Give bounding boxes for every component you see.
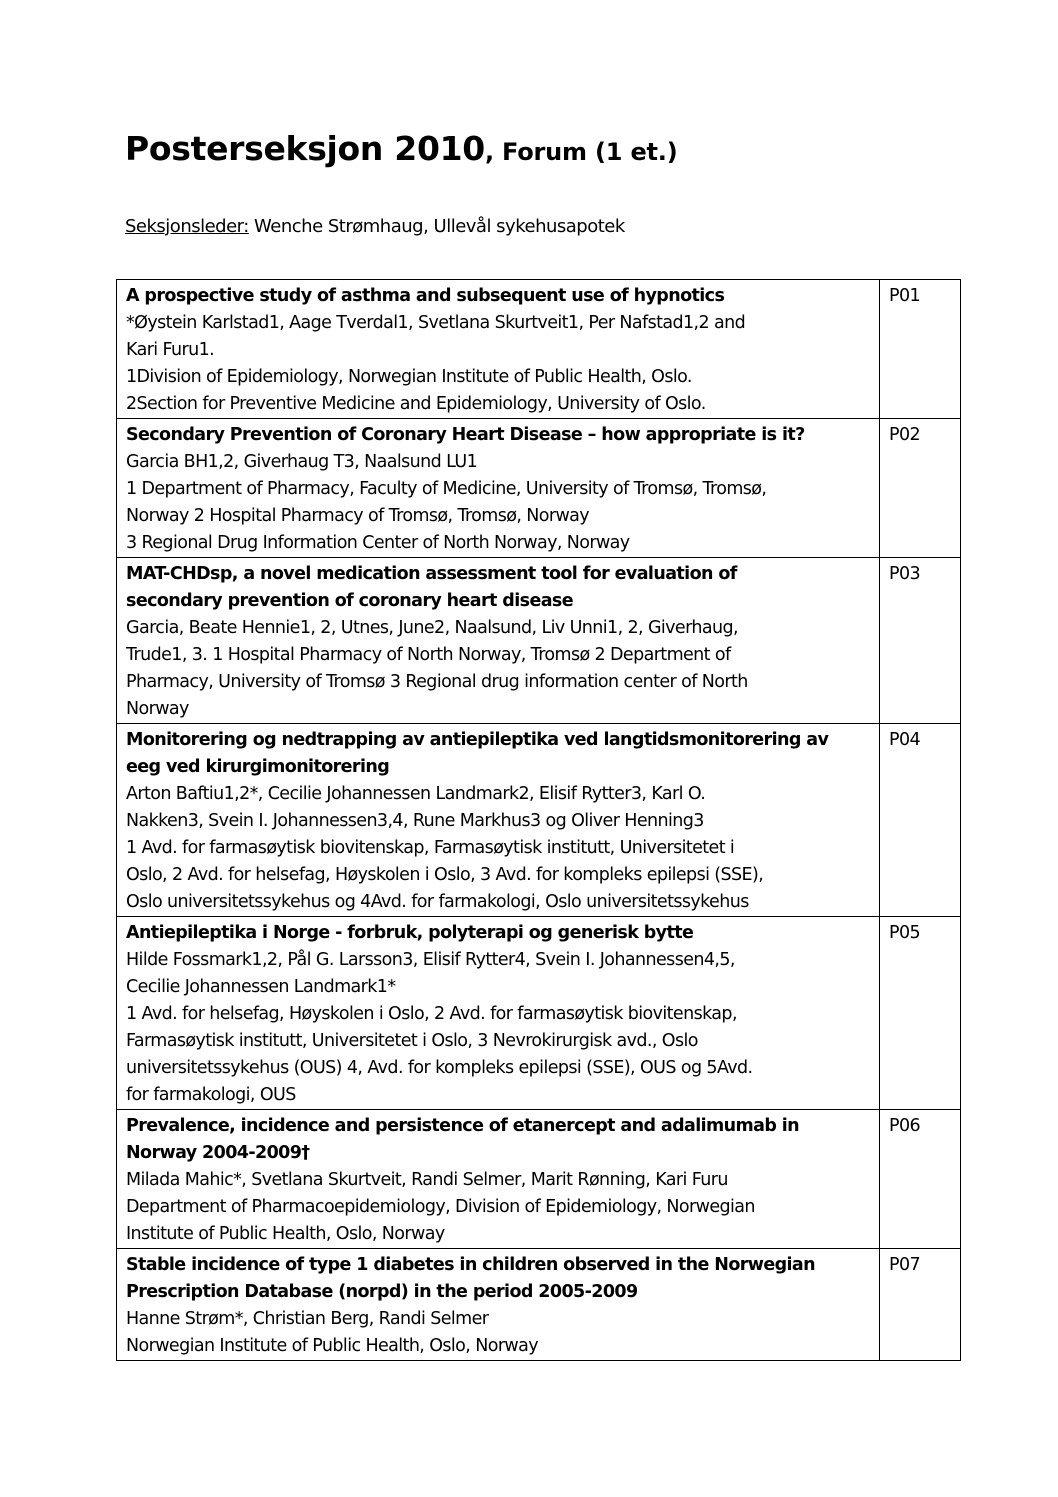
page-title	[125, 129, 678, 168]
poster-title-line: A prospective study of asthma and subsequent use of hypnotics	[126, 286, 725, 306]
poster-row	[117, 1110, 961, 1249]
poster-code: P06	[880, 1110, 961, 1249]
poster-body-line: Garcia BH1,2, Giverhaug T3, Naalsund LU1	[126, 452, 478, 472]
poster-table	[116, 279, 961, 1361]
poster-code: P02	[880, 419, 961, 558]
poster-body-line: universitetssykehus (OUS) 4, Avd. for kompleks epilepsi (SSE), OUS og 5Avd.	[126, 1058, 753, 1078]
poster-body-line: Arton Baftiu1,2*, Cecilie Johannessen Landmark2, Elisif Rytter3, Karl O.	[126, 784, 706, 804]
poster-body-line: *Øystein Karlstad1, Aage Tverdal1, Svetlana Skurtveit1, Per Nafstad1,2 and	[126, 313, 746, 333]
poster-title-line: Monitorering og nedtrapping av antiepileptika ved langtidsmonitorering av	[126, 730, 829, 750]
poster-body-line: Oslo, 2 Avd. for helsefag, Høyskolen i Oslo, 3 Avd. for kompleks epilepsi (SSE),	[126, 865, 764, 885]
poster-body-line: Cecilie Johannessen Landmark1*	[126, 977, 396, 997]
poster-body-line: Norway	[126, 699, 189, 719]
poster-body-line: Institute of Public Health, Oslo, Norway	[126, 1224, 445, 1244]
poster-title-line: Norway 2004-2009†	[126, 1143, 310, 1163]
poster-body-line: Farmasøytisk institutt, Universitetet i Oslo, 3 Nevrokirurgisk avd., Oslo	[126, 1031, 698, 1051]
poster-body-line: Trude1, 3. 1 Hospital Pharmacy of North Norway, Tromsø 2 Department of	[126, 645, 731, 665]
poster-body-line: Pharmacy, University of Tromsø 3 Regional drug information center of North	[126, 672, 748, 692]
poster-body-line: 1Division of Epidemiology, Norwegian Institute of Public Health, Oslo.	[126, 367, 692, 387]
poster-body-line: Hilde Fossmark1,2, Pål G. Larsson3, Elisif Rytter4, Svein I. Johannessen4,5,	[126, 950, 735, 970]
poster-body-line: Garcia, Beate Hennie1, 2, Utnes, June2, Naalsund, Liv Unni1, 2, Giverhaug,	[126, 618, 738, 638]
poster-body-line: 3 Regional Drug Information Center of North Norway, Norway	[126, 533, 630, 553]
poster-code: P03	[880, 558, 961, 724]
poster-body-line: Milada Mahic*, Svetlana Skurtveit, Randi Selmer, Marit Rønning, Kari Furu	[126, 1170, 728, 1190]
poster-code: P07	[880, 1249, 961, 1361]
poster-body-line: Kari Furu1.	[126, 340, 215, 360]
poster-content-cell	[117, 280, 880, 419]
poster-title-line: eeg ved kirurgimonitorering	[126, 757, 390, 777]
poster-body-line: 2Section for Preventive Medicine and Epidemiology, University of Oslo.	[126, 394, 706, 414]
session-leader-value: Wenche Strømhaug, Ullevål sykehusapotek	[248, 216, 625, 237]
poster-body-line: Norway 2 Hospital Pharmacy of Tromsø, Tromsø, Norway	[126, 506, 590, 526]
poster-title-line: Prevalence, incidence and persistence of etanercept and adalimumab in	[126, 1116, 800, 1136]
poster-row	[117, 1249, 961, 1361]
poster-row	[117, 558, 961, 724]
poster-content-cell	[117, 724, 880, 917]
session-leader-label: Seksjonsleder:	[125, 216, 249, 237]
poster-row	[117, 419, 961, 558]
session-leader	[125, 216, 625, 237]
poster-body-line: Oslo universitetssykehus og 4Avd. for farmakologi, Oslo universitetssykehus	[126, 892, 749, 912]
poster-body-line: 1 Avd. for farmasøytisk biovitenskap, Farmasøytisk institutt, Universitetet i	[126, 838, 735, 858]
poster-content-cell	[117, 917, 880, 1110]
poster-title-line: Stable incidence of type 1 diabetes in children observed in the Norwegian	[126, 1255, 815, 1275]
poster-body-line: for farmakologi, OUS	[126, 1085, 296, 1105]
poster-content-cell	[117, 1110, 880, 1249]
poster-content-cell	[117, 558, 880, 724]
poster-code: P01	[880, 280, 961, 419]
poster-title-line: MAT-CHDsp, a novel medication assessment tool for evaluation of	[126, 564, 737, 584]
title-sub: , Forum (1 et.)	[484, 138, 678, 166]
title-main: Posterseksjon 2010	[125, 129, 485, 168]
poster-body-line: Department of Pharmacoepidemiology, Division of Epidemiology, Norwegian	[126, 1197, 755, 1217]
poster-title-line: secondary prevention of coronary heart disease	[126, 591, 574, 611]
poster-title-line: Antiepileptika i Norge - forbruk, polyterapi og generisk bytte	[126, 923, 694, 943]
poster-content-cell	[117, 419, 880, 558]
poster-body-line: Hanne Strøm*, Christian Berg, Randi Selmer	[126, 1309, 489, 1329]
poster-body-line: Nakken3, Svein I. Johannessen3,4, Rune Markhus3 og Oliver Henning3	[126, 811, 704, 831]
poster-row	[117, 917, 961, 1110]
poster-content-cell	[117, 1249, 880, 1361]
poster-title-line: Prescription Database (norpd) in the period 2005-2009	[126, 1282, 638, 1302]
poster-code: P04	[880, 724, 961, 917]
poster-table-body	[117, 280, 961, 1361]
poster-code: P05	[880, 917, 961, 1110]
poster-body-line: Norwegian Institute of Public Health, Oslo, Norway	[126, 1336, 539, 1356]
poster-body-line: 1 Department of Pharmacy, Faculty of Medicine, University of Tromsø, Tromsø,	[126, 479, 767, 499]
poster-row	[117, 280, 961, 419]
poster-row	[117, 724, 961, 917]
poster-title-line: Secondary Prevention of Coronary Heart Disease – how appropriate is it?	[126, 425, 805, 445]
poster-body-line: 1 Avd. for helsefag, Høyskolen i Oslo, 2 Avd. for farmasøytisk biovitenskap,	[126, 1004, 737, 1024]
